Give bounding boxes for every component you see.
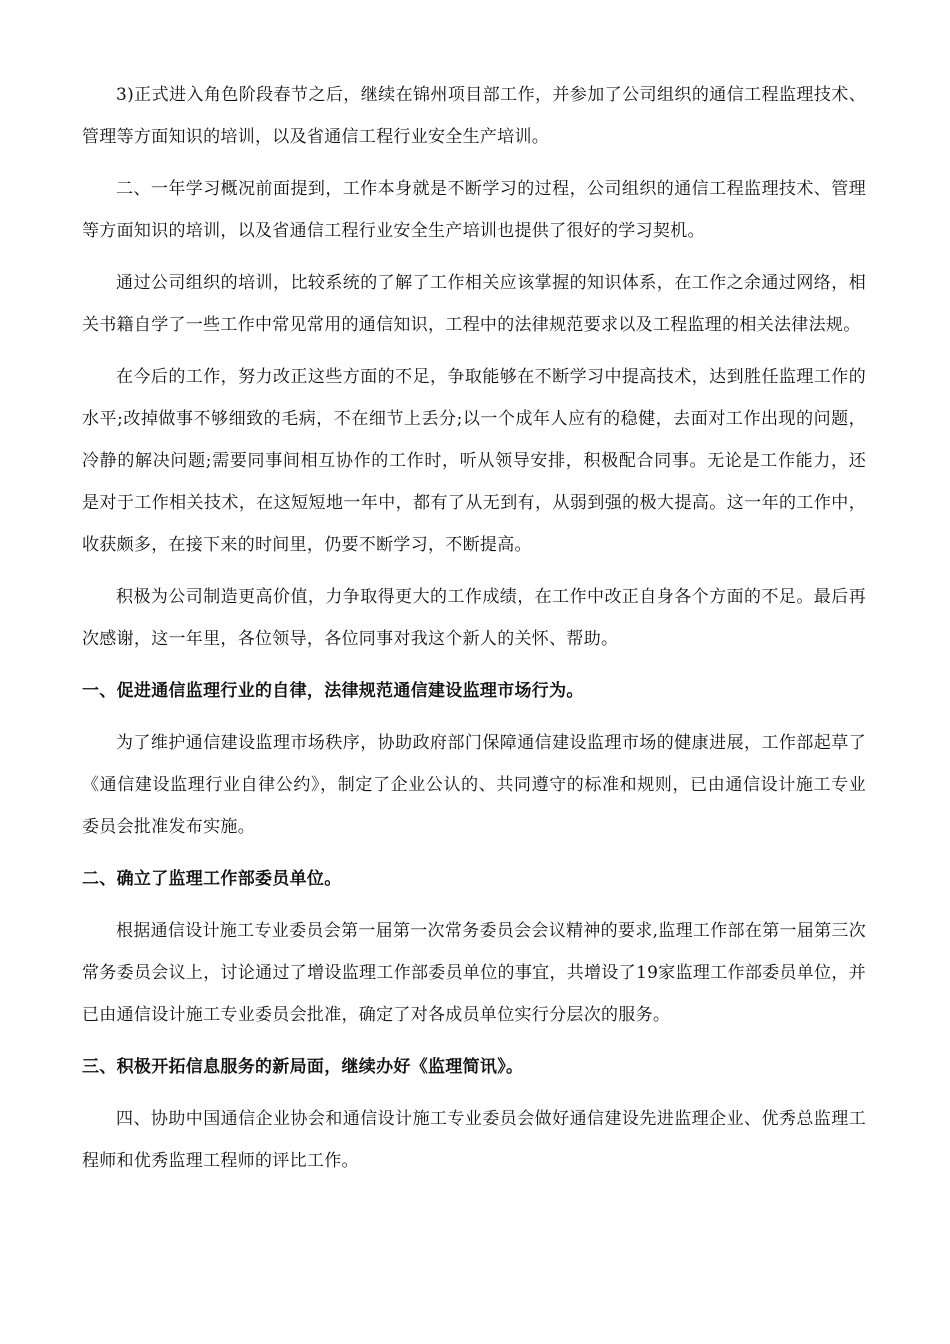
paragraph-member-units: 根据通信设计施工专业委员会第一届第一次常务委员会会议精神的要求,监理工作部在第一届第三次常务委员会议上，讨论通过了增设监理工作部委员单位的事宜，共增设了19家监理工作部委员单位，并已由通信设计施工专业委员会批准，确定了对各成员单位实行分层次的服务。 [82,921,866,1025]
section-heading-member-units: 二、确立了监理工作部委员单位。 [82,869,342,889]
document-page [82,74,866,1182]
paragraph-improvement: 在今后的工作，努力改正这些方面的不足，争取能够在不断学习中提高技术，达到胜任监理工作的水平;改掉做事不够细致的毛病，不在细节上丢分;以一个成年人应有的稳健，去面对工作出现的问题，冷静的解决问题;需要同事间相互协作的工作时，听从领导安排，积极配合同事。无论是工作能力，还是对于工作相关技术，在这短短地一年中，都有了从无到有，从弱到强的极大提高。这一年的工作中，收获颇多，在接下来的时间里，仍要不断学习，不断提高。 [82,367,866,555]
section-heading-info-service: 三、积极开拓信息服务的新局面，继续办好《监理简讯》。 [82,1057,524,1077]
paragraph-training: 3)正式进入角色阶段春节之后，继续在锦州项目部工作，并参加了公司组织的通信工程监理技术、管理等方面知识的培训，以及省通信工程行业安全生产培训。 [82,85,866,147]
section-heading-self-discipline: 一、促进通信监理行业的自律，法律规范通信建设监理市场行为。 [82,681,584,701]
paragraph-evaluation: 四、协助中国通信企业协会和通信设计施工专业委员会做好通信建设先进监理企业、优秀总监理工程师和优秀监理工程师的评比工作。 [82,1109,866,1171]
paragraph-self-study: 通过公司组织的培训，比较系统的了解了工作相关应该掌握的知识体系，在工作之余通过网络，相关书籍自学了一些工作中常见常用的通信知识，工程中的法律规范要求以及工程监理的相关法律法规。 [82,273,866,335]
paragraph-learning-overview: 二、一年学习概况前面提到，工作本身就是不断学习的过程，公司组织的通信工程监理技术、管理等方面知识的培训，以及省通信工程行业安全生产培训也提供了很好的学习契机。 [82,179,866,241]
paragraph-convention: 为了维护通信建设监理市场秩序，协助政府部门保障通信建设监理市场的健康进展，工作部起草了《通信建设监理行业自律公约》，制定了企业公认的、共同遵守的标准和规则，已由通信设计施工专业委员会批准发布实施。 [82,733,866,837]
paragraph-thanks: 积极为公司制造更高价值，力争取得更大的工作成绩，在工作中改正自身各个方面的不足。最后再次感谢，这一年里，各位领导，各位同事对我这个新人的关怀、帮助。 [82,587,866,649]
